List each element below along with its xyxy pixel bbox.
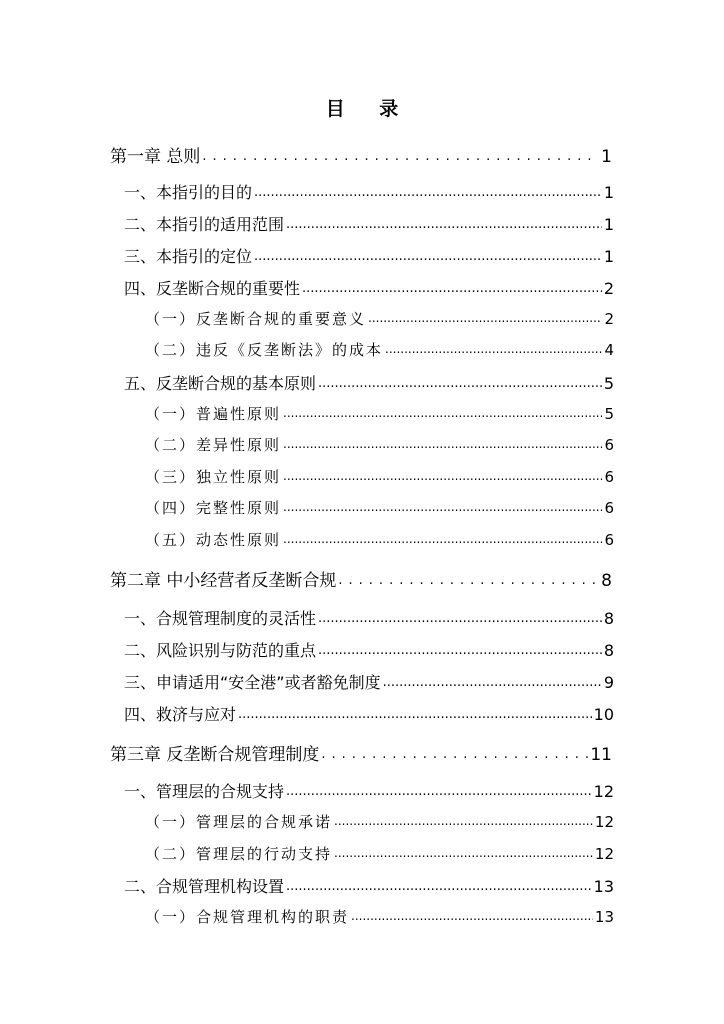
toc-entry-page: 2 <box>604 310 614 328</box>
toc-entry-label: 第三章 反垄断合规管理制度 <box>110 745 320 765</box>
dot-leader <box>321 747 588 762</box>
toc-entry-page: 8 <box>601 571 612 591</box>
dot-leader <box>283 437 602 451</box>
dot-leader <box>334 814 593 828</box>
toc-entry-chapter-2[interactable] <box>110 566 612 591</box>
toc-entry-label: 第二章 中小经营者反垄断合规 <box>110 571 337 591</box>
toc-entry-label: 一、合规管理制度的灵活性 <box>124 609 317 628</box>
toc-entry-page: 6 <box>604 468 614 486</box>
toc-entry-page: 6 <box>604 531 614 549</box>
toc-entry-section[interactable] <box>124 638 614 661</box>
toc-entry-page: 1 <box>603 183 614 202</box>
toc-entry-section[interactable] <box>124 874 614 897</box>
dot-leader <box>385 342 602 356</box>
toc-entry-subsection[interactable] <box>145 811 614 832</box>
dot-leader <box>302 281 602 296</box>
dot-leader <box>383 675 602 690</box>
toc-entry-subsection[interactable] <box>145 906 614 927</box>
toc-entry-page: 1 <box>601 147 612 167</box>
toc-entry-page: 8 <box>603 641 614 660</box>
toc-entry-label: 三、本指引的定位 <box>124 247 253 266</box>
toc-entry-section[interactable] <box>124 670 614 693</box>
dot-leader <box>283 500 602 514</box>
toc-entry-section[interactable] <box>124 276 614 299</box>
toc-entry-subsection[interactable] <box>145 497 614 518</box>
dot-leader <box>286 784 592 799</box>
toc-entry-page: 4 <box>604 341 614 359</box>
toc-entry-label: 三、申请适用“安全港”或者豁免制度 <box>124 673 381 692</box>
toc-entry-label: （一）合规管理机构的职责 <box>145 908 350 926</box>
toc-entry-section[interactable] <box>124 606 614 629</box>
dot-leader <box>254 249 602 264</box>
dot-leader <box>351 909 593 923</box>
toc-entry-page: 5 <box>604 405 614 423</box>
toc-entry-subsection[interactable] <box>145 308 614 329</box>
toc-entry-subsection[interactable] <box>145 434 614 455</box>
toc-entry-page: 6 <box>604 499 614 517</box>
dot-leader <box>318 643 602 658</box>
toc-entry-label: （五）动态性原则 <box>145 531 282 549</box>
toc-entry-section[interactable] <box>124 180 614 203</box>
toc-entry-label: （一）反垄断合规的重要意义 <box>145 310 367 328</box>
toc-entry-page: 10 <box>593 705 614 724</box>
toc-entry-page: 9 <box>603 673 614 692</box>
toc-entry-section[interactable] <box>124 212 614 235</box>
toc-entry-subsection[interactable] <box>145 466 614 487</box>
toc-entry-page: 13 <box>593 877 614 896</box>
toc-entry-section[interactable] <box>124 371 614 394</box>
dot-leader <box>338 573 599 588</box>
toc-entry-subsection[interactable] <box>145 403 614 424</box>
dot-leader <box>283 532 602 546</box>
dot-leader <box>238 707 592 722</box>
toc-entry-page: 11 <box>590 745 612 765</box>
dot-leader <box>283 406 602 420</box>
toc-entry-label: （一）普遍性原则 <box>145 405 282 423</box>
toc-entry-subsection[interactable] <box>145 339 614 360</box>
toc-entry-label: 四、反垄断合规的重要性 <box>124 279 301 298</box>
dot-leader <box>286 217 602 232</box>
toc-entry-page: 13 <box>594 908 614 926</box>
toc-entry-page: 12 <box>593 782 614 801</box>
toc-entry-label: 二、本指引的适用范围 <box>124 215 285 234</box>
toc-entry-label: （二）违反《反垄断法》的成本 <box>145 341 384 359</box>
toc-entry-label: 四、救济与应对 <box>124 705 237 724</box>
dot-leader <box>202 149 599 164</box>
toc-entry-label: 二、风险识别与防范的重点 <box>124 641 317 660</box>
toc-entry-label: 第一章 总则 <box>110 147 201 167</box>
dot-leader <box>318 611 602 626</box>
toc-entry-page: 8 <box>603 609 614 628</box>
toc-entry-subsection[interactable] <box>145 843 614 864</box>
toc-entry-subsection[interactable] <box>145 529 614 550</box>
toc-entry-page: 1 <box>603 247 614 266</box>
toc-entry-page: 12 <box>594 845 614 863</box>
toc-entry-label: （一）管理层的合规承诺 <box>145 813 333 831</box>
dot-leader <box>286 879 592 894</box>
toc-entry-label: 二、合规管理机构设置 <box>124 877 285 896</box>
toc-entry-page: 2 <box>603 279 614 298</box>
toc-entry-page: 1 <box>603 215 614 234</box>
dot-leader <box>368 311 602 325</box>
toc-entry-label: 一、管理层的合规支持 <box>124 782 285 801</box>
dot-leader <box>254 185 602 200</box>
toc-entry-label: 五、反垄断合规的基本原则 <box>124 374 317 393</box>
toc-entry-section[interactable] <box>124 244 614 267</box>
dot-leader <box>334 846 593 860</box>
toc-entry-page: 6 <box>604 436 614 454</box>
toc-entry-chapter-3[interactable] <box>110 740 612 765</box>
toc-entry-label: （二）管理层的行动支持 <box>145 845 333 863</box>
toc-entry-page: 12 <box>594 813 614 831</box>
toc-title: 目 录 <box>325 98 413 120</box>
toc-entry-section[interactable] <box>124 779 614 802</box>
toc-entry-label: （三）独立性原则 <box>145 468 282 486</box>
toc-entry-label: （四）完整性原则 <box>145 499 282 517</box>
toc-entry-label: 一、本指引的目的 <box>124 183 253 202</box>
toc-entry-chapter-1[interactable] <box>110 142 612 167</box>
toc-entry-page: 5 <box>603 374 614 393</box>
dot-leader <box>283 469 602 483</box>
toc-entry-label: （二）差异性原则 <box>145 436 282 454</box>
toc-entry-section[interactable] <box>124 702 614 725</box>
dot-leader <box>318 376 602 391</box>
